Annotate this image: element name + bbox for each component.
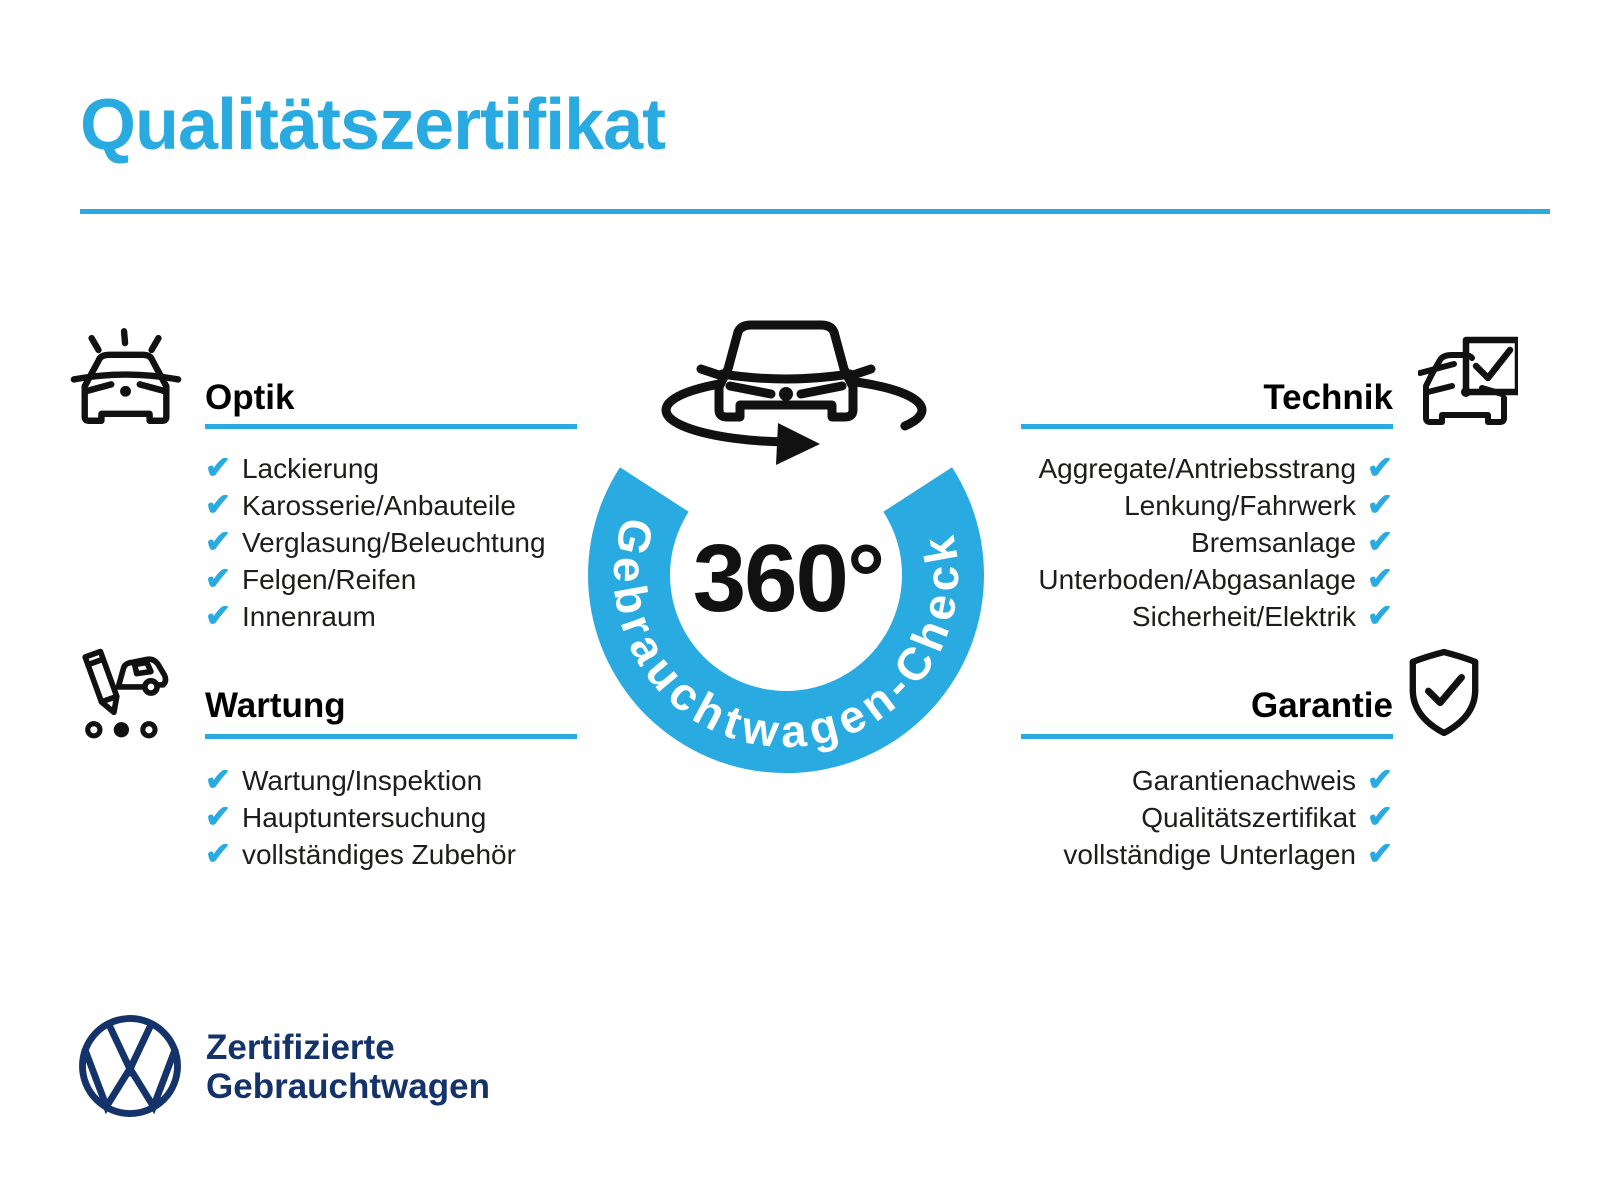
checklist-item-label: Bremsanlage	[1191, 526, 1357, 558]
car-pencil-icon	[70, 640, 185, 742]
car-rotate-icon	[701, 325, 871, 417]
check-icon: ✔	[1367, 524, 1393, 559]
check-icon: ✔	[205, 799, 231, 834]
checklist-garantie	[1063, 762, 1393, 873]
car-sparkle-icon	[68, 324, 186, 428]
checklist-item-label: Lenkung/Fahrwerk	[1124, 489, 1357, 521]
checklist-item	[205, 450, 546, 487]
rotation-arrowhead	[776, 423, 820, 465]
section-title-optik: Optik	[205, 378, 295, 417]
checklist-item-label: Innenraum	[241, 600, 376, 632]
shield-check-icon	[1405, 645, 1483, 740]
checklist-optik	[205, 450, 546, 635]
checklist-item-label: Felgen/Reifen	[241, 563, 417, 595]
checklist-item	[205, 762, 516, 799]
check-icon: ✔	[1367, 762, 1393, 797]
check-icon: ✔	[205, 762, 231, 797]
brand-wordmark	[206, 1028, 490, 1106]
check-icon: ✔	[1367, 450, 1393, 485]
checklist-item-label: Verglasung/Beleuchtung	[241, 526, 546, 558]
section-divider-wartung	[205, 734, 577, 739]
section-divider-technik	[1021, 424, 1393, 429]
section-divider-optik	[205, 424, 577, 429]
checklist-item-label: vollständige Unterlagen	[1063, 838, 1357, 870]
ring-label: Gebrauchtwagen-Check	[603, 513, 969, 759]
checklist-item-label: Hauptuntersuchung	[241, 801, 487, 833]
checklist-item	[1063, 799, 1393, 836]
check-icon: ✔	[1367, 598, 1393, 633]
checklist-item	[1038, 524, 1393, 561]
checklist-item	[205, 836, 516, 873]
title-divider	[80, 209, 1550, 214]
checklist-item	[1038, 561, 1393, 598]
brand-line-1: Zertifizierte	[206, 1028, 395, 1067]
checklist-item-label: Garantienachweis	[1131, 764, 1357, 796]
check-icon: ✔	[205, 836, 231, 871]
checklist-item	[205, 487, 546, 524]
section-title-technik: Technik	[1263, 378, 1393, 417]
checklist-item	[1063, 762, 1393, 799]
checklist-item	[1038, 487, 1393, 524]
vw-logo-icon	[78, 1014, 182, 1118]
checklist-item	[205, 598, 546, 635]
section-divider-garantie	[1021, 734, 1393, 739]
checklist-item-label: Wartung/Inspektion	[241, 764, 483, 796]
checklist-item	[1038, 598, 1393, 635]
check-icon: ✔	[1367, 561, 1393, 596]
checklist-item	[205, 799, 516, 836]
check-icon: ✔	[205, 598, 231, 633]
section-title-wartung: Wartung	[205, 686, 346, 725]
check-icon: ✔	[1367, 836, 1393, 871]
checklist-item-label: Aggregate/Antriebsstrang	[1038, 452, 1357, 484]
check-icon: ✔	[1367, 799, 1393, 834]
check-icon: ✔	[1367, 487, 1393, 522]
checklist-item-label: Qualitätszertifikat	[1141, 801, 1357, 833]
checklist-item	[205, 524, 546, 561]
check-icon: ✔	[205, 487, 231, 522]
check-icon: ✔	[205, 524, 231, 559]
car-checkbox-icon	[1418, 326, 1518, 434]
page-title: Qualitätszertifikat	[80, 85, 666, 165]
checklist-item-label: Unterboden/Abgasanlage	[1038, 563, 1357, 595]
checklist-technik	[1038, 450, 1393, 635]
degrees-label: 360°	[692, 525, 884, 632]
checklist-item-label: vollständiges Zubehör	[241, 838, 516, 870]
brand-line-2: Gebrauchtwagen	[206, 1067, 490, 1106]
checklist-item-label: Karosserie/Anbauteile	[241, 489, 516, 521]
check-icon: ✔	[205, 450, 231, 485]
checklist-item	[1063, 836, 1393, 873]
section-title-garantie: Garantie	[1251, 686, 1393, 725]
checklist-item	[205, 561, 546, 598]
360-degree-check-badge	[576, 305, 996, 785]
checklist-wartung	[205, 762, 516, 873]
checklist-item-label: Lackierung	[241, 452, 379, 484]
checklist-item-label: Sicherheit/Elektrik	[1131, 600, 1357, 632]
checklist-item	[1038, 450, 1393, 487]
check-icon: ✔	[205, 561, 231, 596]
